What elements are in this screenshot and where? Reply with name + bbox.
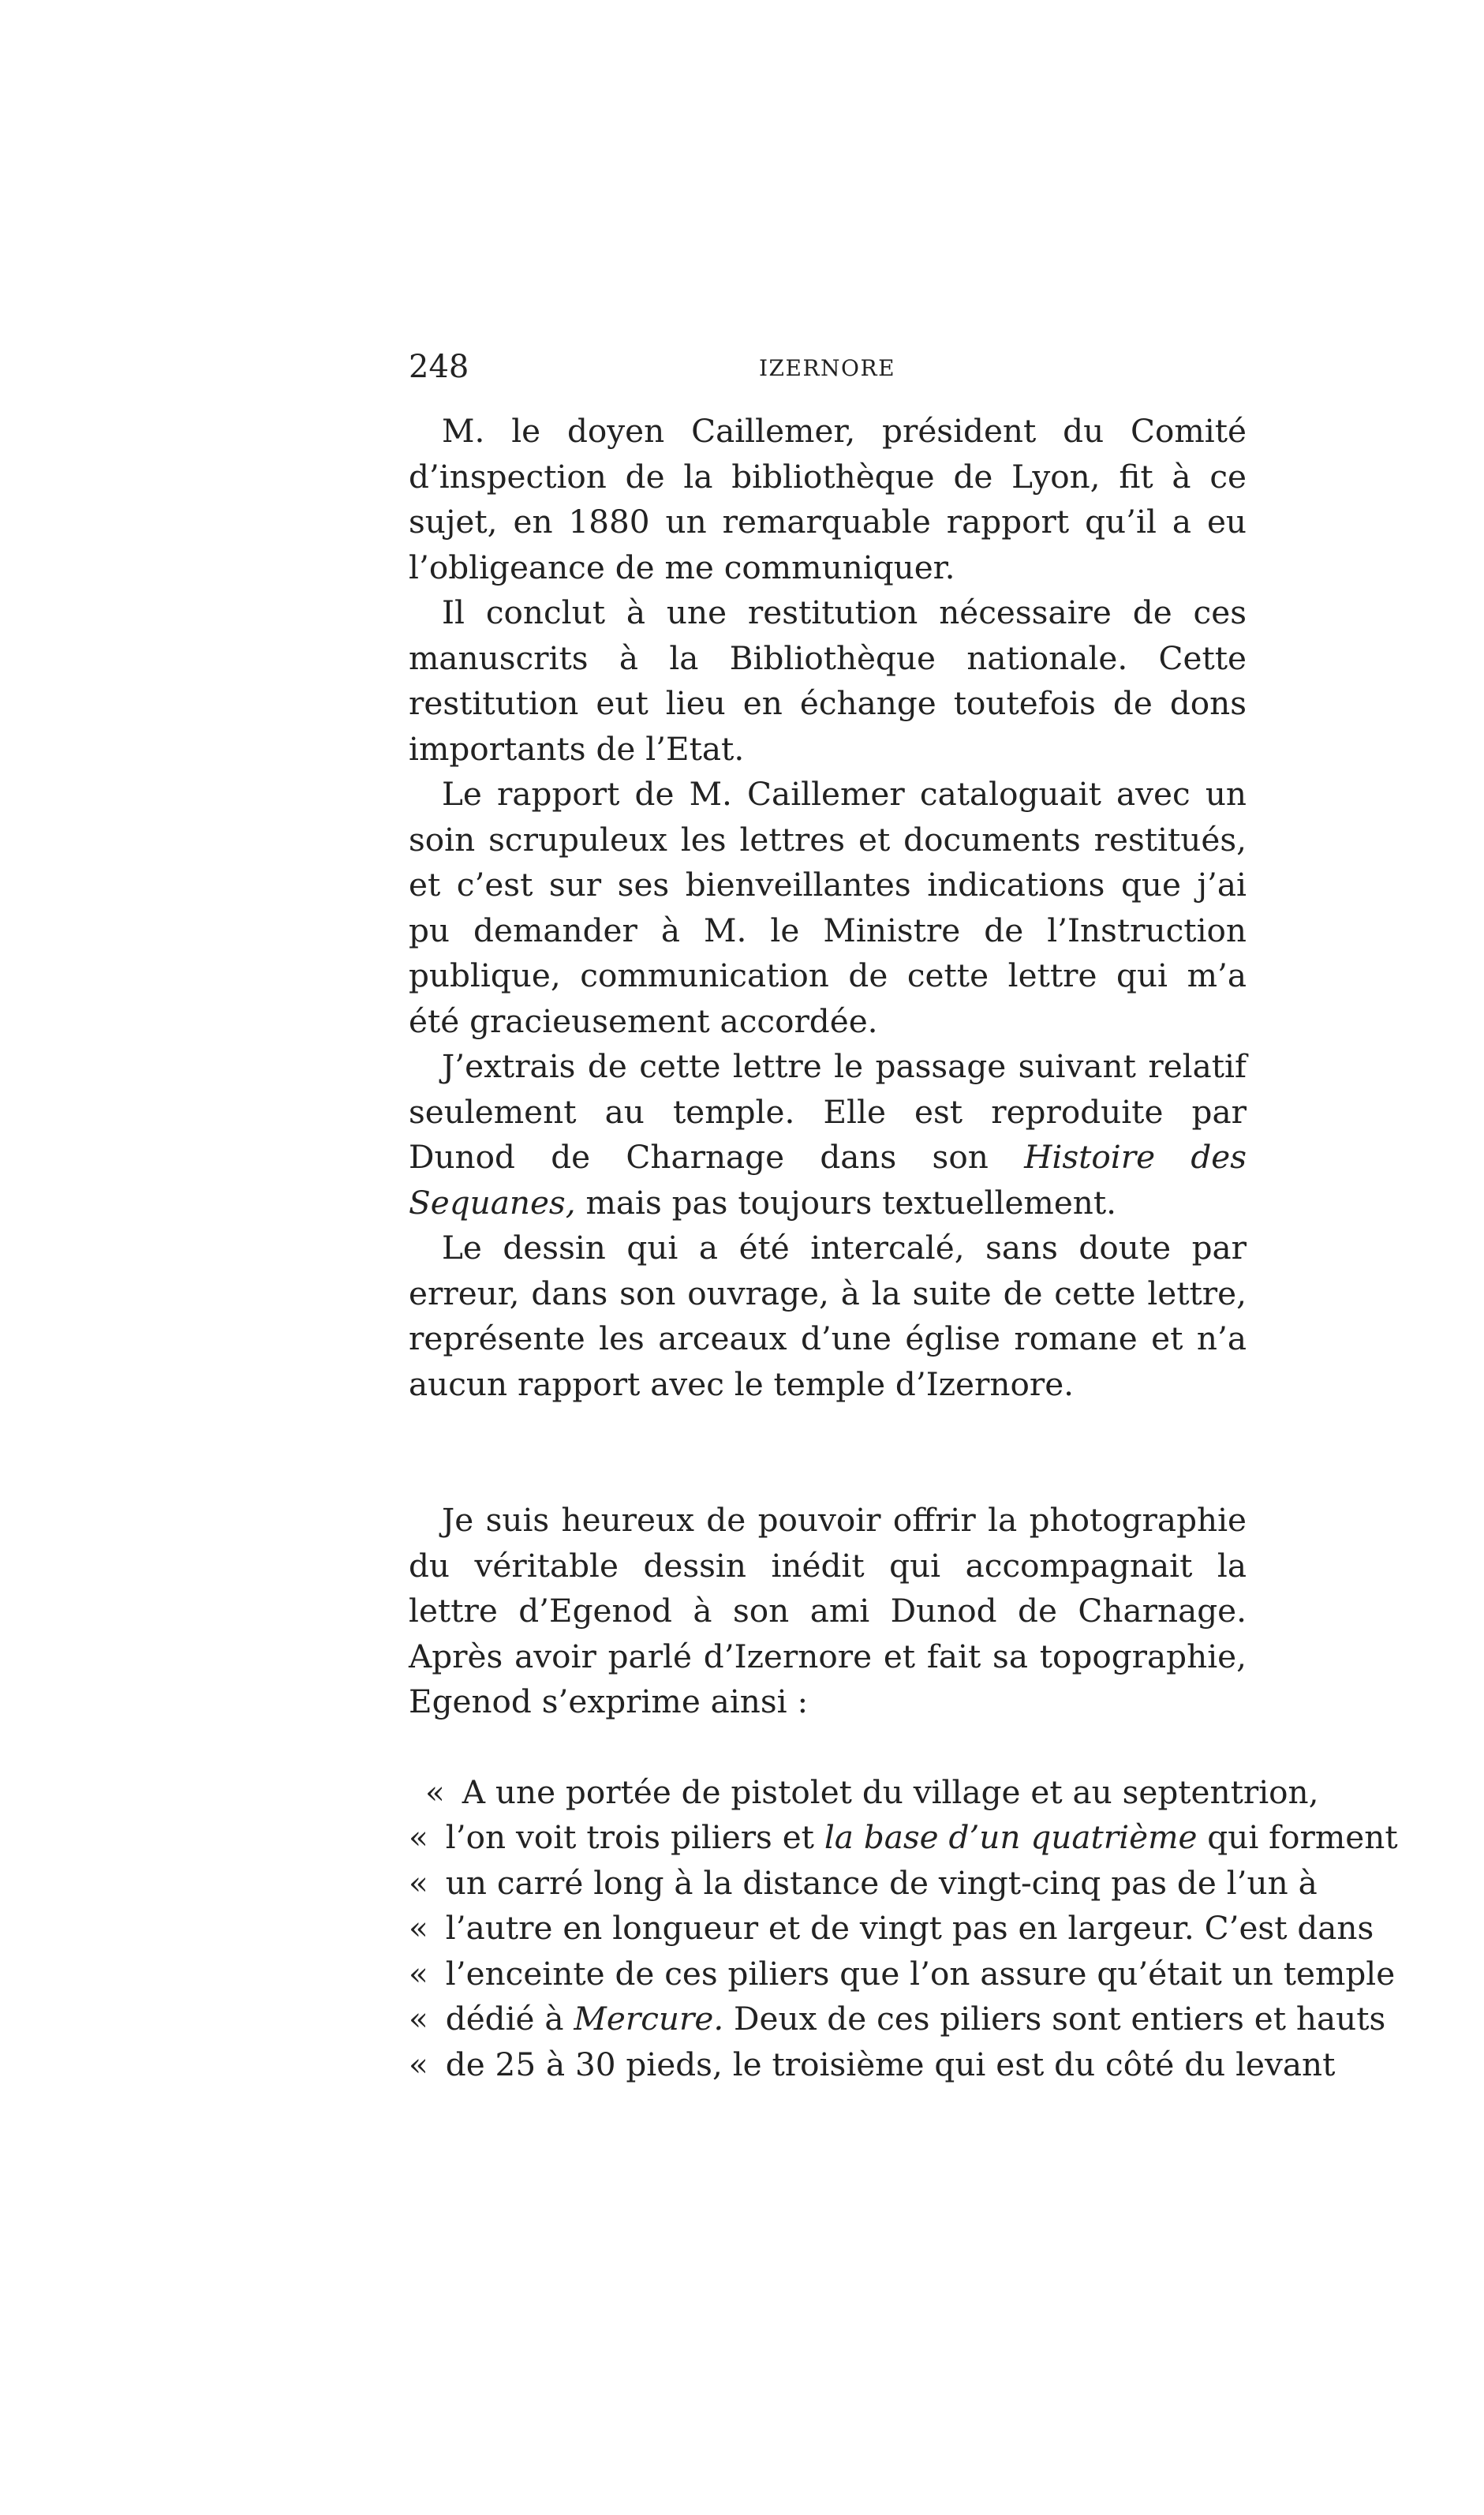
quote-line-4 (409, 1906, 1374, 1952)
quote-line-7 (409, 2042, 1336, 2088)
paragraph-caillemer-report: M. le doyen Caillemer, président du Comité d’inspection de la bibliothèque de Lyon, fit à ce sujet, en 1880 un remarquable rapport qu’il a eu l’obligeance de me communiquer. (409, 412, 1247, 586)
quote-line-2 (409, 1815, 1398, 1861)
quote-mark: « (409, 2045, 428, 2083)
running-head (409, 349, 1247, 396)
quote-line-text-b: Deux de ces piliers sont entiers et hauts (723, 2000, 1386, 2038)
paragraph-extract-text-b: mais pas toujours textuellement. (575, 1183, 1117, 1222)
paragraph-extract-text-a: J’extrais de cette lettre le passage suivant relatif seulement au temple. Elle est reproduite par Dunod de Charnage dans son (409, 1047, 1247, 1176)
quote-line-3 (409, 1861, 1318, 1907)
quote-line-text: l’autre en longueur et de vingt pas en largeur. C’est dans (445, 1909, 1374, 1947)
quote-mark: « (409, 1909, 428, 1947)
page-number: 248 (409, 349, 469, 385)
quote-line-text-a: l’on voit trois piliers et (445, 1818, 824, 1856)
egenod-quote (409, 1770, 1398, 2088)
quote-italic: la base d’un quatrième (824, 1818, 1198, 1856)
paragraph-drawing: Le dessin qui a été intercalé, sans doute par erreur, dans son ouvrage, à la suite de cette lettre, représente les arceaux d’une église romane et n’a aucun rapport avec le temple d’Izernore. (409, 1229, 1247, 1403)
paragraph-restitution: Il conclut à une restitution nécessaire de ces manuscrits à la Bibliothèque nationale. Cette restitution eut lieu en échange toutefois de dons importants de l’Etat. (409, 593, 1247, 768)
quote-line-text: de 25 à 30 pieds, le troisième qui est du côté du levant (445, 2045, 1336, 2083)
quote-line-text: A une portée de pistolet du village et au septentrion, (462, 1772, 1319, 1811)
quote-line-text: l’enceinte de ces piliers que l’on assure qu’était un temple (445, 1954, 1396, 1993)
quote-line-text-a: dédié à (445, 2000, 574, 2038)
quote-line-text: un carré long à la distance de vingt-cinq pas de l’un à (445, 1863, 1318, 1902)
paragraph-catalogue: Le rapport de M. Caillemer cataloguait avec un soin scrupuleux les lettres et documents restitués, et c’est sur ses bienveillantes indications que j’ai pu demander à M. le Ministre de l’Instruction publique, communication de cette lettre qui m’a été gracieusement accordée. (409, 775, 1247, 1040)
quote-line-5 (409, 1952, 1396, 1997)
section-gap (409, 1407, 1247, 1498)
quote-line-text-b: qui forment (1197, 1818, 1398, 1856)
quote-mark: « (409, 1818, 428, 1856)
running-title: IZERNORE (759, 355, 896, 381)
quote-mark: « (409, 1954, 428, 1993)
paragraph-extract (409, 1044, 1247, 1226)
quote-gap (409, 1725, 1247, 1770)
body-text (409, 409, 1398, 2087)
quote-line-6 (409, 1997, 1386, 2042)
quote-italic-mercure: Mercure. (574, 2000, 724, 2038)
quote-mark: « (409, 1863, 428, 1902)
quote-mark: « (409, 2000, 428, 2038)
quote-mark: « (425, 1772, 445, 1811)
book-title-italic: Histoire des Sequanes, (409, 1138, 1247, 1222)
paragraph-photograph: Je suis heureux de pouvoir offrir la photographie du véritable dessin inédit qui accompagnait la lettre d’Egenod à son ami Dunod de Charnage. Après avoir parlé d’Izernore et fait sa topographie, Egenod s’exprime ainsi : (409, 1501, 1247, 1720)
quote-line-1 (409, 1770, 1319, 1816)
